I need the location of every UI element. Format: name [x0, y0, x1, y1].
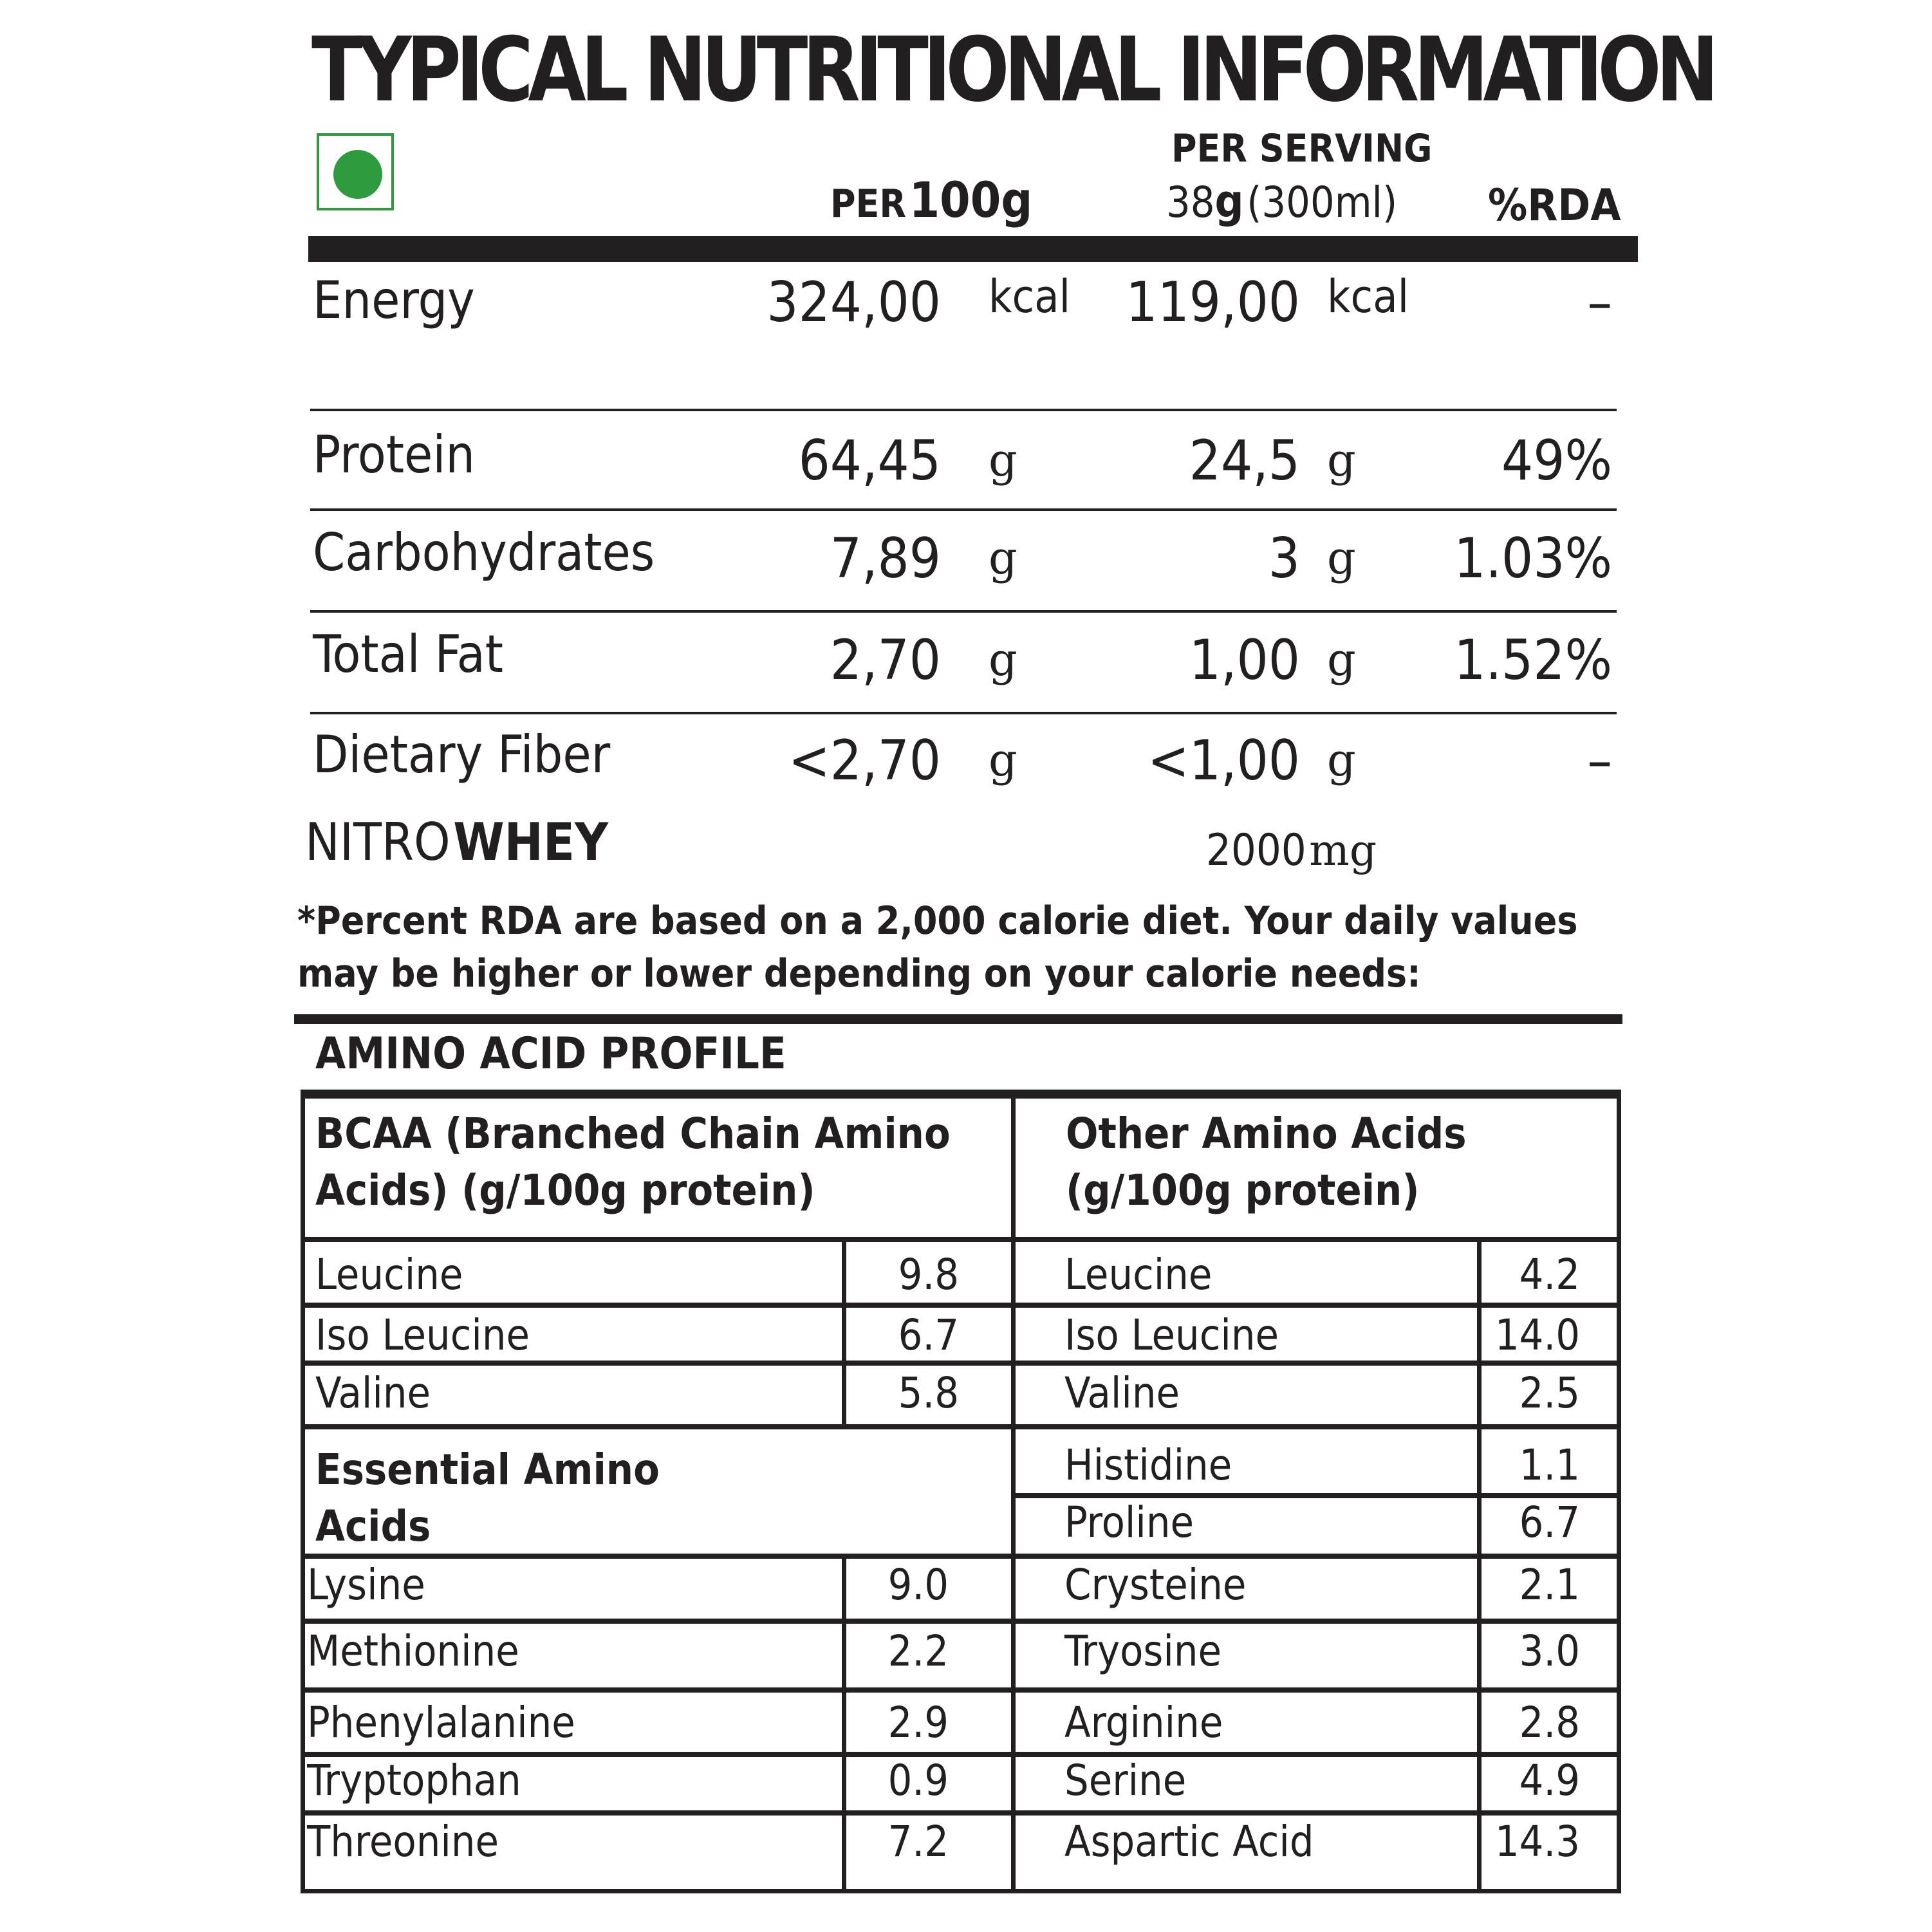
- nutrient-name: Carbohydrates: [313, 523, 655, 582]
- table-hline: [1011, 1237, 1617, 1242]
- table-hline: [301, 1424, 1011, 1429]
- table-vline: [842, 1237, 846, 1424]
- serving-header: PER SERVING: [1171, 126, 1433, 171]
- nutrient-unit-serving: g: [1327, 734, 1356, 786]
- other-acid-value: 2.5: [1519, 1368, 1580, 1418]
- nutrient-unit-serving: g: [1327, 434, 1356, 487]
- table-vline: [1477, 1237, 1482, 1889]
- other-acid-value: 14.0: [1494, 1310, 1580, 1360]
- table-hline: [1011, 1424, 1617, 1429]
- table-hline: [301, 1303, 1011, 1308]
- table-hline: [1011, 1810, 1617, 1816]
- nutrient-rda: 1.03%: [1454, 526, 1612, 591]
- other-acid-name: Valine: [1064, 1368, 1180, 1418]
- table-bottom-border: [301, 1889, 1621, 1893]
- table-hline: [1011, 1619, 1617, 1624]
- table-top-border: [301, 1090, 1621, 1099]
- table-hline: [1011, 1554, 1617, 1559]
- table-hline: [1011, 1687, 1617, 1693]
- bcaa-name: Leucine: [315, 1250, 463, 1299]
- nutrient-per-serving: 119,00: [1126, 270, 1300, 335]
- nutrient-unit-serving: g: [1327, 633, 1356, 686]
- per100-header: PER 100g: [830, 171, 1033, 228]
- nutrient-per100: <2,70: [788, 729, 941, 793]
- nutrient-per-serving: 24,5: [1189, 429, 1300, 493]
- nutrient-rda: 49%: [1501, 429, 1612, 493]
- other-acid-name: Serine: [1064, 1756, 1187, 1805]
- table-hline: [301, 1619, 1011, 1624]
- nutrient-per100: 324,00: [766, 270, 941, 335]
- veg-dot: [333, 150, 382, 199]
- table-vline: [842, 1554, 846, 1889]
- essential-name: Phenylalanine: [307, 1698, 575, 1747]
- section-divider: [294, 1014, 1622, 1024]
- essential-value: 2.2: [887, 1626, 949, 1676]
- table-hline: [301, 1361, 1011, 1366]
- nutrient-unit-per100: g: [989, 633, 1017, 686]
- other-acid-value: 2.1: [1519, 1560, 1580, 1610]
- brand-amount: 2000 mg: [1206, 825, 1377, 876]
- table-hline: [301, 1554, 1011, 1559]
- amino-section-title: AMINO ACID PROFILE: [315, 1028, 786, 1079]
- table-left-border: [301, 1090, 305, 1893]
- bcaa-value: 9.8: [898, 1250, 959, 1299]
- essential-value: 0.9: [887, 1756, 949, 1805]
- other-acid-value: 1.1: [1519, 1440, 1580, 1490]
- nutrient-per-serving: 3: [1268, 526, 1300, 591]
- table-hline: [301, 1810, 1011, 1816]
- table-hline: [1011, 1361, 1617, 1366]
- nutrient-rda: –: [1587, 270, 1612, 335]
- other-acid-value: 4.9: [1519, 1756, 1580, 1805]
- other-acid-value: 14.3: [1494, 1817, 1580, 1866]
- nutrient-unit-per100: g: [989, 434, 1017, 487]
- other-acid-name: Arginine: [1064, 1698, 1223, 1747]
- essential-name: Lysine: [307, 1560, 425, 1610]
- essential-value: 2.9: [887, 1698, 949, 1747]
- nutrient-unit-per100: g: [989, 532, 1017, 584]
- header-bar: [308, 236, 1638, 262]
- table-middle-border: [1011, 1090, 1016, 1893]
- other-acids-header: Other Amino Acids (g/100g protein): [1066, 1109, 1467, 1215]
- row-divider: [310, 409, 1617, 411]
- row-divider: [310, 610, 1617, 613]
- bcaa-header: BCAA (Branched Chain Amino Acids) (g/100g protein): [315, 1109, 951, 1215]
- nutrient-per100: 2,70: [830, 628, 941, 692]
- table-hline: [301, 1237, 1011, 1242]
- row-divider: [310, 712, 1617, 714]
- other-acid-value: 4.2: [1519, 1250, 1580, 1299]
- other-acid-value: 2.8: [1519, 1698, 1580, 1747]
- veg-symbol-icon: [317, 133, 394, 210]
- nutrient-name: Total Fat: [313, 624, 503, 684]
- nutrient-per100: 7,89: [830, 526, 941, 591]
- nutrient-unit-serving: kcal: [1327, 270, 1409, 323]
- table-right-border: [1617, 1090, 1621, 1893]
- other-acid-name: Tryosine: [1064, 1626, 1222, 1676]
- bcaa-value: 5.8: [898, 1368, 959, 1418]
- nutrient-per-serving: <1,00: [1147, 729, 1300, 793]
- nutrient-unit-serving: g: [1327, 532, 1356, 584]
- nutrient-per-serving: 1,00: [1189, 628, 1300, 692]
- nutrient-per100: 64,45: [798, 429, 941, 493]
- other-acid-value: 3.0: [1519, 1626, 1580, 1676]
- essential-value: 9.0: [887, 1560, 949, 1610]
- nutrient-rda: 1.52%: [1454, 628, 1612, 692]
- bcaa-name: Iso Leucine: [315, 1310, 530, 1360]
- essential-name: Threonine: [307, 1817, 499, 1866]
- nutrient-name: Energy: [313, 270, 475, 330]
- bcaa-name: Valine: [315, 1368, 431, 1418]
- rda-header: %RDA: [1488, 180, 1621, 231]
- serving-amount: 38g (300ml): [1166, 175, 1398, 228]
- other-acid-name: Crysteine: [1064, 1560, 1247, 1610]
- bcaa-value: 6.7: [898, 1310, 959, 1360]
- other-acid-name: Leucine: [1064, 1250, 1212, 1299]
- row-divider: [310, 508, 1617, 511]
- essential-name: Tryptophan: [307, 1756, 521, 1805]
- other-acid-name: Proline: [1064, 1498, 1194, 1547]
- nutrient-rda: –: [1587, 729, 1612, 793]
- essential-header: Essential Amino Acids: [315, 1445, 660, 1551]
- other-acid-name: Aspartic Acid: [1064, 1817, 1314, 1866]
- nutrient-name: Protein: [313, 425, 475, 485]
- brand-line: NITRO WHEY: [305, 812, 609, 872]
- other-acid-name: Histidine: [1064, 1440, 1232, 1490]
- nutrient-unit-per100: kcal: [989, 270, 1071, 323]
- nutrient-unit-per100: g: [989, 734, 1017, 786]
- nutrient-name: Dietary Fiber: [313, 725, 611, 785]
- rda-footnote: *Percent RDA are based on a 2,000 calorie diet. Your daily values may be higher or lower depending on your calorie needs:: [297, 898, 1578, 996]
- other-acid-name: Iso Leucine: [1064, 1310, 1279, 1360]
- page-title: TYPICAL NUTRITIONAL INFORMATION: [311, 18, 1714, 122]
- table-hline: [1011, 1303, 1617, 1308]
- table-hline: [301, 1687, 1011, 1693]
- essential-name: Methionine: [307, 1626, 519, 1676]
- other-acid-value: 6.7: [1519, 1498, 1580, 1547]
- essential-value: 7.2: [887, 1817, 949, 1866]
